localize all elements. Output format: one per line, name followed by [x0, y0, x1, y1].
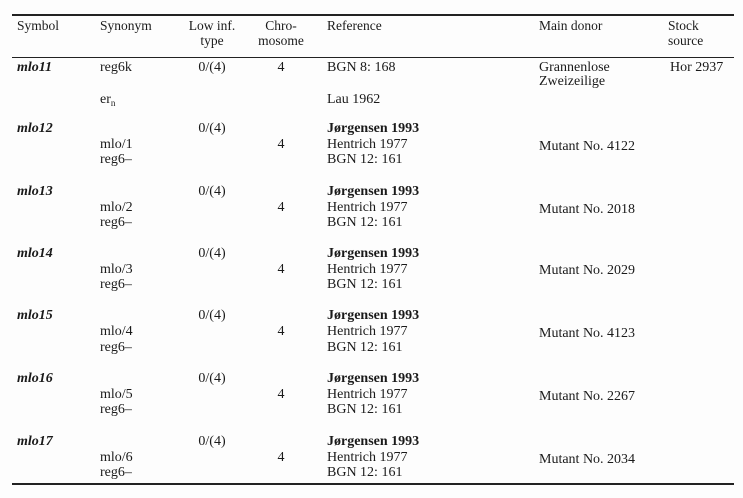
- header-low-inf-line2: type: [200, 33, 224, 48]
- reference-cell: Lau 1962: [327, 92, 381, 107]
- reference-cell: BGN 12: 161: [327, 465, 403, 480]
- synonym-cell: mlo/5: [100, 387, 133, 402]
- symbol-cell: mlo17: [17, 434, 53, 449]
- chromosome-cell: 4: [277, 262, 285, 277]
- chromosome-cell: 4: [277, 450, 285, 465]
- chromosome-cell: 4: [277, 324, 285, 339]
- reference-cell: BGN 12: 161: [327, 340, 403, 355]
- synonym-cell: mlo/1: [100, 137, 133, 152]
- synonym-base: er: [100, 92, 111, 107]
- reference-cell: Hentrich 1977: [327, 387, 408, 402]
- header-chromosome-line1: Chro-: [265, 18, 297, 33]
- chromosome-cell: 4: [277, 387, 285, 402]
- symbol-cell: mlo12: [17, 121, 53, 136]
- reference-cell: Jørgensen 1993: [327, 246, 420, 261]
- chromosome-cell: 4: [277, 60, 285, 75]
- low-inf-cell: 0/(4): [198, 308, 226, 323]
- donor-cell: Grannenlose: [539, 60, 610, 75]
- synonym-cell: mlo/4: [100, 324, 133, 339]
- chromosome-cell: 4: [277, 200, 285, 215]
- header-low-inf-line1: Low inf.: [188, 18, 236, 33]
- donor-cell: Mutant No. 2029: [539, 263, 636, 278]
- synonym-cell: reg6–: [100, 402, 132, 417]
- low-inf-cell: 0/(4): [198, 184, 226, 199]
- symbol-cell: mlo11: [17, 60, 53, 75]
- header-reference: Reference: [327, 18, 382, 33]
- synonym-cell: reg6–: [100, 152, 132, 167]
- reference-cell: BGN 12: 161: [327, 152, 403, 167]
- low-inf-cell: 0/(4): [198, 60, 226, 75]
- header-stock-line2: source: [668, 33, 704, 48]
- header-symbol: Symbol: [17, 18, 60, 33]
- reference-cell: Hentrich 1977: [327, 450, 408, 465]
- bottom-rule: [12, 483, 734, 485]
- reference-cell: BGN 12: 161: [327, 402, 403, 417]
- header-synonym: Synonym: [100, 18, 152, 33]
- synonym-cell: reg6–: [100, 340, 132, 355]
- donor-cell: Mutant No. 2018: [539, 202, 636, 217]
- top-rule: [12, 14, 734, 16]
- header-main-donor: Main donor: [539, 18, 603, 33]
- reference-cell: Hentrich 1977: [327, 200, 408, 215]
- reference-cell: Jørgensen 1993: [327, 434, 420, 449]
- synonym-cell: mlo/6: [100, 450, 133, 465]
- symbol-cell: mlo13: [17, 184, 53, 199]
- reference-cell: BGN 12: 161: [327, 277, 403, 292]
- reference-cell: Hentrich 1977: [327, 137, 408, 152]
- reference-cell: Jørgensen 1993: [327, 371, 420, 386]
- synonym-cell: reg6k: [100, 60, 132, 75]
- symbol-cell: mlo16: [17, 371, 53, 386]
- donor-cell: Zweizeilige: [539, 74, 606, 89]
- low-inf-cell: 0/(4): [198, 246, 226, 261]
- low-inf-cell: 0/(4): [198, 434, 226, 449]
- low-inf-cell: 0/(4): [198, 121, 226, 136]
- synonym-cell: mlo/2: [100, 200, 133, 215]
- chromosome-cell: 4: [277, 137, 285, 152]
- header-rule: [12, 57, 734, 58]
- low-inf-cell: 0/(4): [198, 371, 226, 386]
- donor-cell: Mutant No. 4122: [539, 139, 636, 154]
- donor-cell: Mutant No. 2267: [539, 389, 636, 404]
- reference-cell: Hentrich 1977: [327, 262, 408, 277]
- header-stock-line1: Stock: [668, 18, 699, 33]
- symbol-cell: mlo15: [17, 308, 53, 323]
- donor-cell: Mutant No. 4123: [539, 326, 636, 341]
- symbol-cell: mlo14: [17, 246, 53, 261]
- reference-cell: BGN 8: 168: [327, 60, 396, 75]
- reference-cell: Jørgensen 1993: [327, 308, 420, 323]
- header-chromosome-line2: mosome: [258, 33, 304, 48]
- reference-cell: Jørgensen 1993: [327, 121, 420, 136]
- synonym-cell: mlo/3: [100, 262, 133, 277]
- reference-cell: BGN 12: 161: [327, 215, 403, 230]
- donor-cell: Mutant No. 2034: [539, 452, 636, 467]
- synonym-cell: reg6–: [100, 277, 132, 292]
- synonym-cell: [100, 92, 115, 108]
- stock-cell: Hor 2937: [670, 60, 724, 75]
- synonym-cell: reg6–: [100, 215, 132, 230]
- reference-cell: Jørgensen 1993: [327, 184, 420, 199]
- reference-cell: Hentrich 1977: [327, 324, 408, 339]
- synonym-subscript: n: [110, 98, 116, 108]
- synonym-cell: reg6–: [100, 465, 132, 480]
